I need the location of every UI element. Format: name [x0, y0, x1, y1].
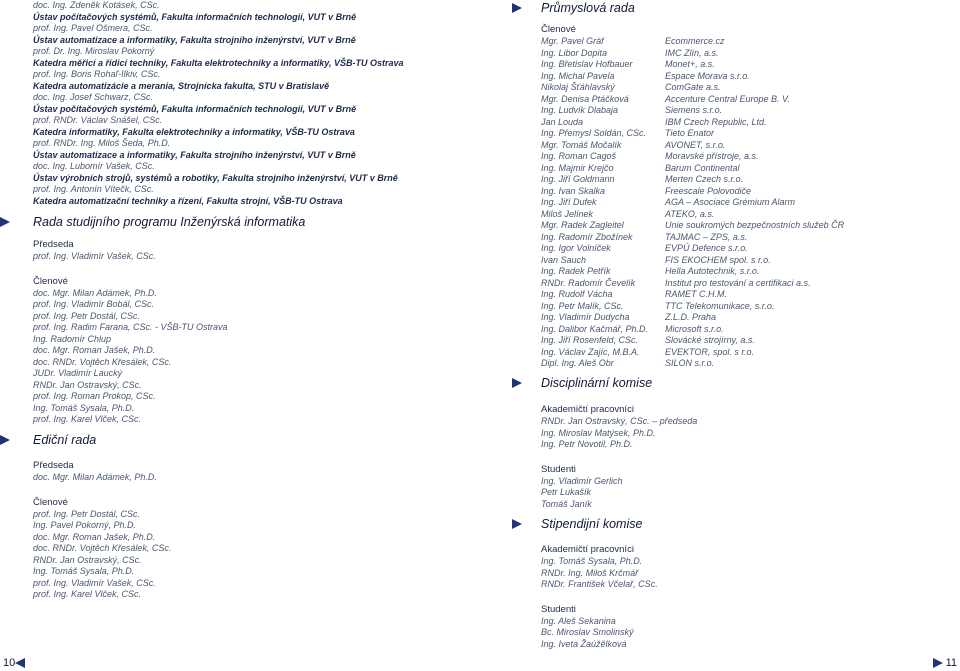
section-arrow-icon — [512, 378, 522, 388]
section-arrow-icon — [0, 217, 10, 227]
industry-member-row — [541, 243, 844, 255]
member-company: Ecommerce.cz — [665, 36, 725, 46]
member-name: Mgr. Denisa Ptáčková — [541, 93, 629, 104]
member-company: ComGate a.s. — [665, 82, 721, 92]
edicni-members-label: Členové — [33, 496, 68, 508]
person-line: RNDr. František Včelař, CSc. — [541, 579, 658, 589]
department-line: Ústav počítačových systémů, Fakulta informačních technologií, VUT v Brně — [33, 103, 357, 114]
page-number-left — [3, 657, 28, 669]
industry-member-row — [541, 266, 844, 278]
member-name: Mgr. Tomáš Močalík — [541, 139, 622, 150]
section-arrow-icon — [0, 435, 10, 445]
person-line: doc. Mgr. Milan Adámek, Ph.D. — [33, 472, 157, 482]
department-line: Ústav automatizace a informatiky, Fakulta strojního inženýrství, VUT v Brně — [33, 149, 356, 160]
person-line: prof. Ing. Petr Dostál, CSc. — [33, 310, 141, 321]
member-name: Ing. Dalibor Kačmář, Ph.D. — [541, 323, 649, 334]
member-company: TTC Telekomunikace, s.r.o. — [665, 300, 775, 311]
industry-member-row — [541, 71, 844, 83]
member-company: RAMET C.H.M. — [665, 289, 727, 299]
disciplinarni-staff-label: Akademičtí pracovníci — [541, 404, 634, 415]
member-name: Ing. Radek Petřík — [541, 266, 611, 276]
person-line: prof. Ing. Vladimír Bobál, CSc. — [33, 299, 155, 309]
page-number-left-text: 10 — [3, 657, 16, 669]
member-company: Espace Morava s.r.o. — [665, 70, 750, 81]
disciplinarni-title-text: Disciplinární komise — [541, 376, 653, 390]
department-line: Ústav počítačových systémů, Fakulta informačních technologií, VUT v Brně — [33, 11, 357, 22]
department-line: Ústav automatizace a informatiky, Fakulta strojního inženýrství, VUT v Brně — [33, 34, 356, 45]
industry-member-row — [541, 220, 844, 232]
person-line: Ing. Vladimír Gerlich — [541, 475, 623, 486]
member-company: Merten Czech s.r.o. — [665, 174, 744, 184]
person-line: Ing. Pavel Pokorný, Ph.D. — [33, 520, 137, 530]
member-name: Ing. Rudolf Vácha — [541, 289, 613, 299]
member-name: Ing. Václav Zajíc, M.B.A. — [541, 346, 640, 357]
person-line: RNDr. Jan Ostravský, CSc. — [33, 379, 142, 390]
member-company: Siemens s.r.o. — [665, 105, 723, 115]
person-line: Ing. Tomáš Sysala, Ph.D. — [33, 566, 135, 576]
stipendijni-title — [541, 516, 658, 532]
member-company: SILON s.r.o. — [665, 358, 715, 368]
member-name: Ing. Přemysl Soldán, CSc. — [541, 128, 647, 138]
person-line: doc. Ing. Zdeněk Kotásek, CSc. — [33, 0, 160, 10]
person-line: prof. Ing. Radim Farana, CSc. - VŠB-TU Ostrava — [33, 322, 228, 332]
department-line: Katedra měřicí a řídicí techniky, Fakulta elektrotechniky a informatiky, VŠB-TU Ostrava — [33, 57, 404, 68]
member-name: Miloš Jelínek — [541, 208, 594, 219]
person-line: Ing. Miroslav Matýsek, Ph.D. — [541, 427, 656, 438]
page-arrow-right-icon — [933, 658, 943, 668]
industry-member-row — [541, 36, 844, 48]
disciplinarni-section — [541, 375, 697, 510]
member-company: Institut pro testování a certifikaci a.s. — [665, 277, 811, 288]
member-company: Z.L.D. Praha — [665, 312, 717, 322]
industry-member-row — [541, 301, 844, 313]
department-line: Katedra informatiky, Fakulta elektrotechniky a informatiky, VŠB-TU Ostrava — [33, 126, 355, 137]
person-line: prof. Ing. Karel Vlček, CSc. — [33, 414, 142, 424]
industry-member-row — [541, 48, 844, 60]
member-company: Slovácké strojírny, a.s. — [665, 335, 755, 345]
person-line: doc. Mgr. Roman Jašek, Ph.D. — [33, 531, 156, 542]
person-line: prof. RNDr. Václav Snášel, CSc. — [33, 115, 163, 125]
industry-member-row — [541, 105, 844, 117]
member-name: RNDr. Radomír Čevelík — [541, 277, 636, 288]
person-line: Ing. Iveta Žaúžělková — [541, 638, 627, 649]
person-line: prof. Ing. Vladimír Vašek, CSc. — [33, 251, 156, 261]
person-line: prof. Ing. Pavel Ošmera, CSc. — [33, 23, 153, 33]
member-name: Ing. Roman Cagoš — [541, 151, 617, 161]
member-company: EVPÚ Defence s.r.o. — [665, 243, 748, 253]
edicni-chair-label: Předseda — [33, 460, 74, 471]
person-line: doc. RNDr. Vojtěch Křesálek, CSc. — [33, 543, 172, 553]
industry-member-row — [541, 94, 844, 106]
rada-section — [33, 214, 305, 426]
stipendijni-section — [541, 516, 658, 650]
member-name: Ing. Petr Malík, CSc. — [541, 300, 624, 311]
member-name: Ing. Michal Pavela — [541, 70, 615, 81]
person-line: Ing. Tomáš Sysala, Ph.D. — [33, 402, 135, 413]
rada-members-list — [33, 288, 305, 426]
edicni-section — [33, 432, 171, 601]
disciplinarni-students-list — [541, 476, 697, 511]
member-company: Moravské přístroje, a.s. — [665, 151, 759, 161]
prumyslova-members-label: Členové — [541, 24, 576, 35]
member-company: AVONET, s.r.o. — [665, 139, 726, 150]
person-line: prof. Ing. Vladimír Vašek, CSc. — [33, 577, 156, 588]
member-company: IMC Zlín, a.s. — [665, 47, 719, 58]
member-name: Ing. Ivan Skalka — [541, 185, 606, 196]
member-company: Barum Continental — [665, 162, 740, 173]
disciplinarni-staff-list — [541, 416, 697, 451]
edicni-title — [33, 432, 171, 448]
person-line: prof. Dr. Ing. Miroslav Pokorný — [33, 46, 155, 56]
rada-chair-label: Předseda — [33, 239, 74, 250]
member-company: EVEKTOR, spol. s r.o. — [665, 346, 755, 357]
industry-member-row — [541, 186, 844, 198]
industry-members-table — [541, 36, 844, 370]
prumyslova-section — [541, 0, 844, 370]
page-number-right-text: 11 — [945, 657, 957, 669]
member-name: Ing. Igor Volníček — [541, 243, 611, 253]
industry-member-row — [541, 140, 844, 152]
industry-member-row — [541, 117, 844, 129]
industry-member-row — [541, 255, 844, 267]
industry-member-row — [541, 347, 844, 359]
rada-chair-list — [33, 251, 305, 263]
member-company: Monet+, a.s. — [665, 59, 715, 69]
stipendijni-title-text: Stipendijní komise — [541, 517, 643, 531]
stipendijni-students-list — [541, 616, 658, 651]
edicni-members-list — [33, 509, 171, 601]
stipendijni-students-label: Studenti — [541, 603, 576, 615]
person-line: Ing. Tomáš Sysala, Ph.D. — [541, 556, 643, 566]
person-line: doc. RNDr. Vojtěch Křesálek, CSc. — [33, 356, 172, 367]
prumyslova-title-text: Průmyslová rada — [541, 1, 635, 15]
member-company: Microsoft s.r.o. — [665, 323, 724, 334]
stipendijni-staff-label: Akademičtí pracovníci — [541, 544, 634, 555]
member-name: Mgr. Radek Zagleitel — [541, 220, 624, 230]
department-line: Ústav výrobních strojů, systémů a robotiky, Fakulta strojního inženýrství, VUT v Brně — [33, 172, 398, 183]
member-company: AGA – Asociace Grémium Alarm — [665, 197, 796, 207]
member-name: Ivan Sauch — [541, 254, 587, 265]
industry-member-row — [541, 289, 844, 301]
page-arrow-left-icon — [15, 658, 25, 668]
member-name: Jan Louda — [541, 116, 584, 127]
industry-member-row — [541, 209, 844, 221]
edicni-title-text: Ediční rada — [33, 433, 97, 447]
industry-member-row — [541, 174, 844, 186]
edicni-chair-list — [33, 472, 171, 484]
person-line: Tomáš Janík — [541, 498, 592, 509]
person-line: Petr Lukašík — [541, 487, 592, 497]
industry-member-row — [541, 312, 844, 324]
member-company: Hella Autotechnik, s.r.o. — [665, 266, 760, 276]
industry-member-row — [541, 232, 844, 244]
member-name: Ing. Jiří Goldmann — [541, 174, 615, 184]
faculty-list — [33, 0, 403, 207]
member-company: IBM Czech Republic, Ltd. — [665, 116, 767, 127]
disciplinarni-title — [541, 375, 697, 391]
person-line: prof. Ing. Antonín Vítečk, CSc. — [33, 184, 154, 194]
member-company: Tieto Enator — [665, 128, 714, 138]
member-name: Ing. Jiří Dufek — [541, 197, 597, 207]
industry-member-row — [541, 59, 844, 71]
section-arrow-icon — [512, 519, 522, 529]
stipendijni-staff-list — [541, 556, 658, 591]
section-arrow-icon — [512, 3, 522, 13]
person-line: RNDr. Jan Ostravský, CSc. – předseda — [541, 416, 698, 426]
industry-member-row — [541, 151, 844, 163]
member-name: Mgr. Pavel Gráf — [541, 36, 604, 46]
member-name: Ing. Ludvík Dlabaja — [541, 105, 619, 115]
person-line: Ing. Radomír Chlup — [33, 333, 112, 344]
person-line: doc. Mgr. Roman Jašek, Ph.D. — [33, 345, 156, 355]
member-company: FIS EKOCHEM spol. s r.o. — [665, 254, 771, 265]
member-company: Freescale Polovodiče — [665, 185, 752, 196]
person-line: JUDr. Vladimír Laucký — [33, 368, 123, 378]
person-line: Ing. Petr Novotil, Ph.D. — [541, 439, 633, 449]
person-line: prof. Ing. Boris Rohaľ-Ilkiv, CSc. — [33, 69, 161, 79]
industry-member-row — [541, 82, 844, 94]
prumyslova-title — [541, 0, 844, 16]
member-company: Accenture Central Europe B. V. — [665, 93, 790, 104]
rada-title — [33, 214, 305, 230]
person-line: prof. Ing. Roman Prokop, CSc. — [33, 391, 156, 401]
person-line: prof. Ing. Petr Dostál, CSc. — [33, 508, 141, 519]
person-line: prof. Ing. Karel Vlček, CSc. — [33, 589, 142, 599]
member-name: Ing. Vladimír Dudycha — [541, 312, 630, 322]
person-line: Ing. Aleš Sekanina — [541, 615, 616, 626]
rada-title-text: Rada studijního programu Inženýrská informatika — [33, 215, 306, 229]
member-name: Ing. Břetislav Hofbauer — [541, 59, 633, 69]
industry-member-row — [541, 335, 844, 347]
member-company: TAJMAC – ZPS, a.s. — [665, 231, 748, 242]
member-name: Ing. Majmir Krejčo — [541, 162, 614, 173]
member-name: Ing. Libor Dopita — [541, 47, 608, 58]
member-name: Ing. Radomír Zbožínek — [541, 231, 633, 242]
member-name: Nikolaj Šťáhlavský — [541, 82, 615, 92]
industry-member-row — [541, 324, 844, 336]
industry-member-row — [541, 278, 844, 290]
department-line: Katedra automatizační techniky a řízení, Fakulta strojní, VŠB-TU Ostrava — [33, 195, 343, 206]
person-line: RNDr. Jan Ostravský, CSc. — [33, 554, 142, 565]
industry-member-row — [541, 128, 844, 140]
disciplinarni-students-label: Studenti — [541, 463, 576, 475]
rada-members-label: Členové — [33, 275, 68, 287]
person-line: prof. RNDr. Ing. Miloš Šeda, Ph.D. — [33, 138, 171, 148]
industry-member-row — [541, 163, 844, 175]
page-number-right — [930, 657, 957, 669]
industry-member-row — [541, 197, 844, 209]
member-company: ATEKO, a.s. — [665, 208, 715, 219]
department-line: Katedra automatizácie a merania, Strojnícka fakulta, STU v Bratislavě — [33, 80, 330, 91]
person-line: doc. Mgr. Milan Adámek, Ph.D. — [33, 287, 157, 298]
person-line: doc. Ing. Josef Schwarz, CSc. — [33, 92, 154, 102]
person-line: doc. Ing. Lubomír Vašek, CSc. — [33, 161, 155, 171]
member-name: Ing. Jiří Rosenfeld, CSc. — [541, 335, 639, 345]
industry-member-row — [541, 358, 844, 370]
person-line: RNDr. Ing. Miloš Krčmář — [541, 567, 639, 578]
member-name: Dipl. Ing. Aleš Obr — [541, 358, 614, 368]
person-line: Bc. Miroslav Smolinský — [541, 627, 634, 637]
member-company: Unie soukromých bezpečnostních služeb ČR — [665, 220, 845, 230]
